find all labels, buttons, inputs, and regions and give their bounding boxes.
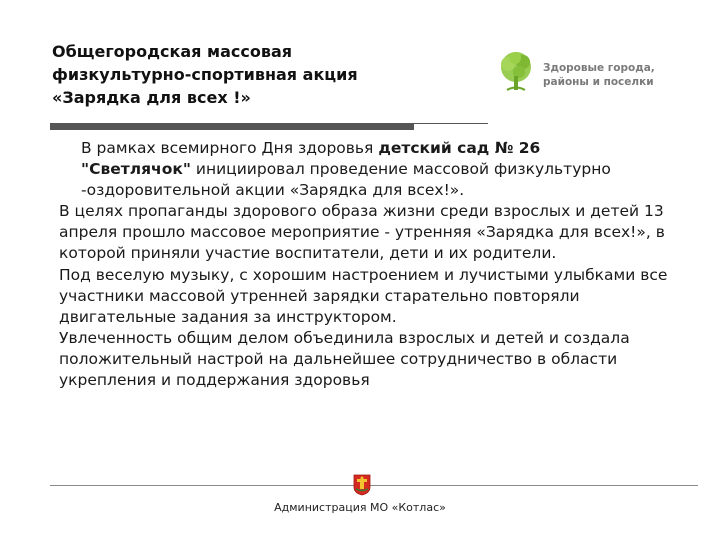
body-text <box>59 138 699 391</box>
p1-bold-kindergarten: детский сад № 26 <box>378 139 541 157</box>
p1-bold-name: "Светлячок" <box>81 160 191 179</box>
paragraph-2: В целях пропаганды здорового образа жизни среди взрослых и детей 13 апреля прошло массовое мероприятие - утренняя «Зарядка для всех!», в которой приняли участие воспитатели, дети и их родители. <box>59 202 665 263</box>
coat-of-arms-icon <box>353 474 371 496</box>
footer-text: Администрация МО «Котлас» <box>274 501 446 514</box>
paragraph-3: Под веселую музыку, с хорошим настроением и лучистыми улыбками все участники массовой утренней зарядки старательно повторяли двигательные задания за инструктором. <box>59 265 668 326</box>
green-tree-icon <box>493 50 539 96</box>
slide-title: Общегородская массовая физкультурно-спортивная акция «Зарядка для всех !» <box>52 42 358 107</box>
paragraph-1 <box>59 138 699 201</box>
logo-text: Здоровые города, районы и поселки <box>543 62 655 88</box>
paragraph-4: Увлеченность общим делом объединила взрослых и детей и создала положительный настрой на дальнейшее сотрудничество в области укрепления и поддержания здоровья <box>59 328 630 390</box>
footer-divider <box>50 485 698 486</box>
title-underline-bar <box>50 123 414 130</box>
p1-text-start: В рамках всемирного Дня здоровья <box>81 139 379 157</box>
healthy-cities-logo <box>493 50 693 100</box>
p1-text-end: инициировал проведение массовой физкультурно -оздоровительной акции «Зарядка для всех!». <box>81 160 611 200</box>
title-underline-thin <box>414 123 488 124</box>
